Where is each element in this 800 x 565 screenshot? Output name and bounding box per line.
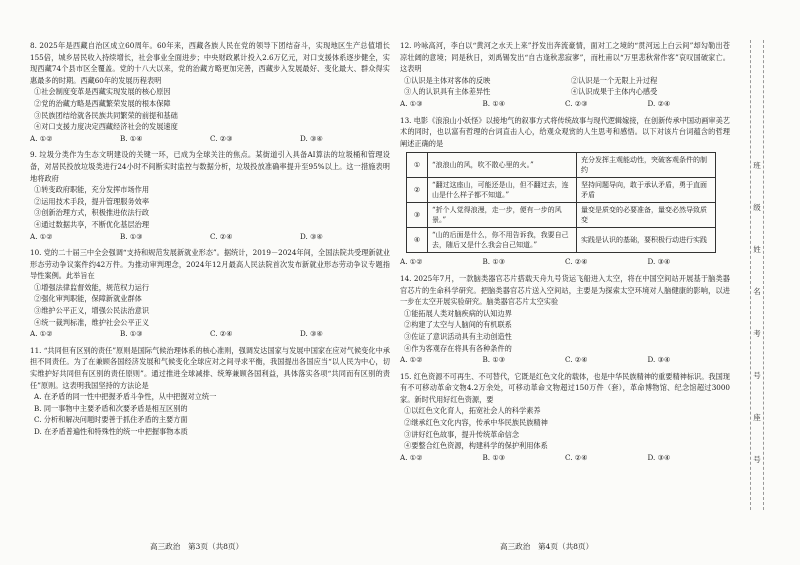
statement-option: C. 分析和解决问题时要善于抓住矛盾的主要方面 bbox=[34, 415, 188, 425]
row-number: ④ bbox=[407, 228, 428, 253]
choice-c: C. ②④ bbox=[565, 452, 588, 462]
right-page-column bbox=[400, 40, 730, 468]
question-stem: 15. 红色资源不可再生、不可替代，它既是红色文化的载体，也是中华民族精神的重要精神标识。我国现有不可移动革命文物4.2万余处，可移动革命文物超过150万件（套），革命博物馆、纪念馆超过3000家。新时代用好红色资源，要 bbox=[400, 371, 730, 404]
choice-b: B. ①③ bbox=[120, 231, 143, 241]
answer-choices bbox=[30, 328, 390, 340]
choice-a: A. ①② bbox=[30, 329, 53, 339]
statement-option: ②党的治藏方略是西藏繁荣发展的根本保障 bbox=[34, 98, 171, 108]
statement-option: ①能拓展人类对脑疾病的认知边界 bbox=[404, 308, 512, 318]
choice-a: A. ①② bbox=[400, 452, 423, 462]
quote-cell: “浪浪山的风，吹不散心里的火。” bbox=[428, 153, 577, 178]
question-9 bbox=[30, 149, 390, 242]
question-15 bbox=[400, 371, 730, 464]
statement-option: ①认识是主体对客体的反映 bbox=[404, 75, 491, 85]
statement-option: ②运用技术手段，提升管理服务效率 bbox=[34, 196, 150, 206]
table-row bbox=[407, 203, 716, 228]
choice-c: C. ②④ bbox=[565, 355, 588, 365]
choice-b: B. ①③ bbox=[482, 452, 506, 462]
statement-option: ③人的认识具有主体差异性 bbox=[404, 87, 491, 97]
statement-option: ①转变政府职能，充分发挥市场作用 bbox=[34, 185, 150, 195]
choice-b: B. ①④ bbox=[482, 98, 506, 108]
page-footer-left: 高三政治 第3页（共8页） bbox=[150, 542, 244, 551]
statement-option: ②构建了太空与人脑间的有机联系 bbox=[404, 320, 512, 330]
statement-option: ④要整合红色资源，构建科学的保护利用体系 bbox=[404, 441, 548, 451]
choice-c: C. ②④ bbox=[210, 329, 233, 339]
choice-d: D. ③④ bbox=[647, 452, 671, 462]
question-10 bbox=[30, 247, 390, 340]
statement-option: ③民族团结给就各民族共同繁荣的前提和基础 bbox=[34, 110, 178, 120]
statement-option: ②继承红色文化内容，传承中华民族民族精神 bbox=[404, 418, 548, 428]
choice-b: B. ①③ bbox=[120, 329, 143, 339]
question-stem: 12. 吟咏高河，李白以“黄河之水天上来”抒发出奔流豪情，面对工之境的“贯河远上白云间”却勾勒出苍凉壮阔的意境；同是秋日，刘禹锡发出“自古逢秋悲寂寥”，而杜甫以“万里悲秋常作客”哀叹国破家亡。这表明 bbox=[400, 41, 730, 74]
statement-option: ①社会制度变革是西藏实现发展的核心原因 bbox=[34, 87, 171, 97]
question-stem: 9. 垃圾分类作为生态文明建设的关键一环，已成为全球关注的焦点。某街道引入具备AI算法的垃圾桶和管理设备，对居民投放垃圾类进行24小时不间断实时监控与数据分析，垃圾投放准确率提升至95%以上。这一措施表明地将政府 bbox=[30, 150, 390, 183]
strip-label: 名 bbox=[753, 287, 761, 296]
answer-choices bbox=[400, 98, 730, 110]
statement-option: ④认识成果于主体内心感受 bbox=[571, 87, 658, 97]
answer-choices bbox=[400, 354, 730, 366]
strip-label: 号 bbox=[753, 455, 761, 464]
answer-choices bbox=[400, 256, 730, 268]
table-row bbox=[407, 153, 716, 178]
choice-b: B. ①④ bbox=[120, 133, 143, 143]
binding-margin-strip bbox=[750, 40, 764, 510]
statement-option: ③佐证了意识活动具有主动创造性 bbox=[404, 331, 512, 341]
strip-label: 班 bbox=[753, 161, 761, 170]
choice-a: A. ①② bbox=[400, 355, 423, 365]
meaning-cell: 量变是质变的必要准备，量变必然导致质变 bbox=[577, 203, 716, 228]
question-11 bbox=[30, 345, 390, 438]
quote-cell: “折个人觉得浪漫，走一步，便有一步的风景。” bbox=[428, 203, 577, 228]
answer-choices bbox=[400, 452, 730, 464]
question-13 bbox=[400, 115, 730, 268]
statement-option: ③维护公平正义，增强公民法治意识 bbox=[34, 306, 150, 316]
statement-option: ③讲好红色故事，提升传统革命信念 bbox=[404, 429, 520, 439]
statement-option: B. 同一事物中主要矛盾和次要矛盾是相互区别的 bbox=[34, 403, 188, 413]
strip-label: 座 bbox=[753, 413, 761, 422]
answer-choices bbox=[30, 231, 390, 243]
quote-cell: “翻过这座山，可能还是山，但不翻过去，连山是什么样子都不知道。” bbox=[428, 178, 577, 203]
question-stem: 11. “共同但有区别的责任”原则是国际气候治理体系的核心准则，强调发达国家与发展中国家在应对气候变化中承担不同责任。为了在兼顾各国经济发展和气候变化全球应对之间寻求平衡，我国提出各国应当“以人民为中心，切实维护好共同但有区别的责任原则”。通过推进全球减排、统筹兼顾各国利益，具体落实各项“共同而有区别的责任”原则。这表明我国坚持的方法论是 bbox=[30, 345, 390, 390]
question-8 bbox=[30, 40, 390, 144]
choice-a: A. ①② bbox=[30, 231, 53, 241]
choice-d: D. ③④ bbox=[300, 133, 323, 143]
choice-c: C. ②④ bbox=[210, 231, 233, 241]
statement-options bbox=[400, 75, 730, 98]
meaning-cell: 坚持问题导向，敢于承认矛盾，勇于直面矛盾 bbox=[577, 178, 716, 203]
quote-table bbox=[406, 152, 716, 253]
table-row bbox=[407, 178, 716, 203]
choice-a: A. ①③ bbox=[400, 98, 423, 108]
statement-option: ②强化审判职能，保障新就业群体 bbox=[34, 294, 142, 304]
choice-c: C. ②③ bbox=[210, 133, 233, 143]
choice-d: D. ②④ bbox=[647, 98, 671, 108]
strip-label: 号 bbox=[753, 371, 761, 380]
statement-option: ③创新治理方式，积极推进依法行政 bbox=[34, 208, 150, 218]
question-12 bbox=[400, 40, 730, 110]
row-number: ② bbox=[407, 178, 428, 203]
choice-d: D. ③④ bbox=[300, 329, 323, 339]
meaning-cell: 实践是认识的基础，要积极行动进行实践 bbox=[577, 228, 716, 253]
choice-b: B. ①③ bbox=[482, 355, 506, 365]
statement-option: ④作为客观存在将具有各种条件的 bbox=[404, 343, 512, 353]
answer-choices bbox=[30, 133, 390, 145]
quote-cell: “山的后面是什么，你不用告诉我，我要自己去，随后又是什么我会自己知道。” bbox=[428, 228, 577, 253]
page-footer-right: 高三政治 第4页（共8页） bbox=[500, 542, 594, 551]
choice-c: C. ②③ bbox=[565, 98, 588, 108]
left-page-column bbox=[30, 40, 390, 443]
row-number: ① bbox=[407, 153, 428, 178]
row-number: ③ bbox=[407, 203, 428, 228]
question-stem: 13. 电影《浪浪山小妖怪》以接地气的叙事方式将传统故事与现代逻辑嫁接，在创新传承中国动画审美艺术的同时，也以富有哲理的台词直击人心，给观众观赏的人生思考和感悟。以下对该片台词蕴含的哲理阐述正确的是 bbox=[400, 115, 730, 148]
statement-option: D. 在矛盾普遍性和特殊性的统一中把握事物本质 bbox=[34, 427, 188, 436]
choice-c: C. ②④ bbox=[565, 257, 588, 267]
statement-option: ④统一裁判标准，维护社会公平正义 bbox=[34, 317, 150, 327]
strip-label: 考 bbox=[753, 329, 761, 338]
choice-a: A. ①② bbox=[30, 133, 53, 143]
statement-option: ④通过数据共享，不断优化基层治理 bbox=[34, 219, 150, 229]
meaning-cell: 充分发挥主观能动性，突破客观条件的制约 bbox=[577, 153, 716, 178]
question-stem: 8. 2025年是西藏自治区成立60周年。60年来，西藏各族人民在党的领导下团结奋斗，实现地区生产总值增长155倍，城乡居民收入持续增长，社会事业全面进步；中央财政累计投入2.6万亿元，对口支援体系逐步健全，实现西藏74个县市区全覆盖。党的十八大以来，党的治藏方略更加完善，西藏步入发展最好、变化最大、群众得实惠最多的时期。西藏60年的发展历程表明 bbox=[30, 41, 390, 85]
choice-d: D. ③④ bbox=[647, 257, 671, 267]
choice-b: B. ①③ bbox=[482, 257, 506, 267]
statement-option: ④对口支援力度决定西藏经济社会的发展速度 bbox=[34, 122, 178, 132]
choice-a: A. ①② bbox=[400, 257, 423, 267]
question-stem: 14. 2025年7月，一款脑类器官芯片搭载天舟九号货运飞船进入太空，将在中国空间站开展基于脑类器官芯片的生命科学研究。把脑类器官芯片送入空间站，主要是为探索太空环境对人脑健康的影响，以进一步在太空开展实验研究。脑类器官芯片太空实验 bbox=[400, 273, 730, 307]
strip-label: 级 bbox=[753, 203, 761, 212]
statement-option: ②认识是一个无限上升过程 bbox=[571, 75, 658, 85]
choice-d: D. ③④ bbox=[300, 231, 323, 241]
table-row bbox=[407, 228, 716, 253]
choice-d: D. ③④ bbox=[647, 355, 671, 365]
statement-option: ①增强法律监督效能，规范权力运行 bbox=[34, 282, 150, 292]
strip-label: 姓 bbox=[753, 245, 761, 254]
question-stem: 10. 党的二十届三中全会强调“支持和规范发展新就业形态”。据统计，2019－2024年间，全国法院共受理新就业形态劳动争议案件约42万件。为推动审判理念，2024年12月最高人民法院首次发布新就业形态劳动争议专题指导性案例。此举旨在 bbox=[30, 248, 390, 281]
statement-option: ①以红色文化育人，拓宽社会人的科学素养 bbox=[404, 406, 541, 416]
question-14 bbox=[400, 273, 730, 366]
statement-option: A. 在矛盾的同一性中把握矛盾斗争性，从中把握对立统一 bbox=[34, 392, 217, 402]
